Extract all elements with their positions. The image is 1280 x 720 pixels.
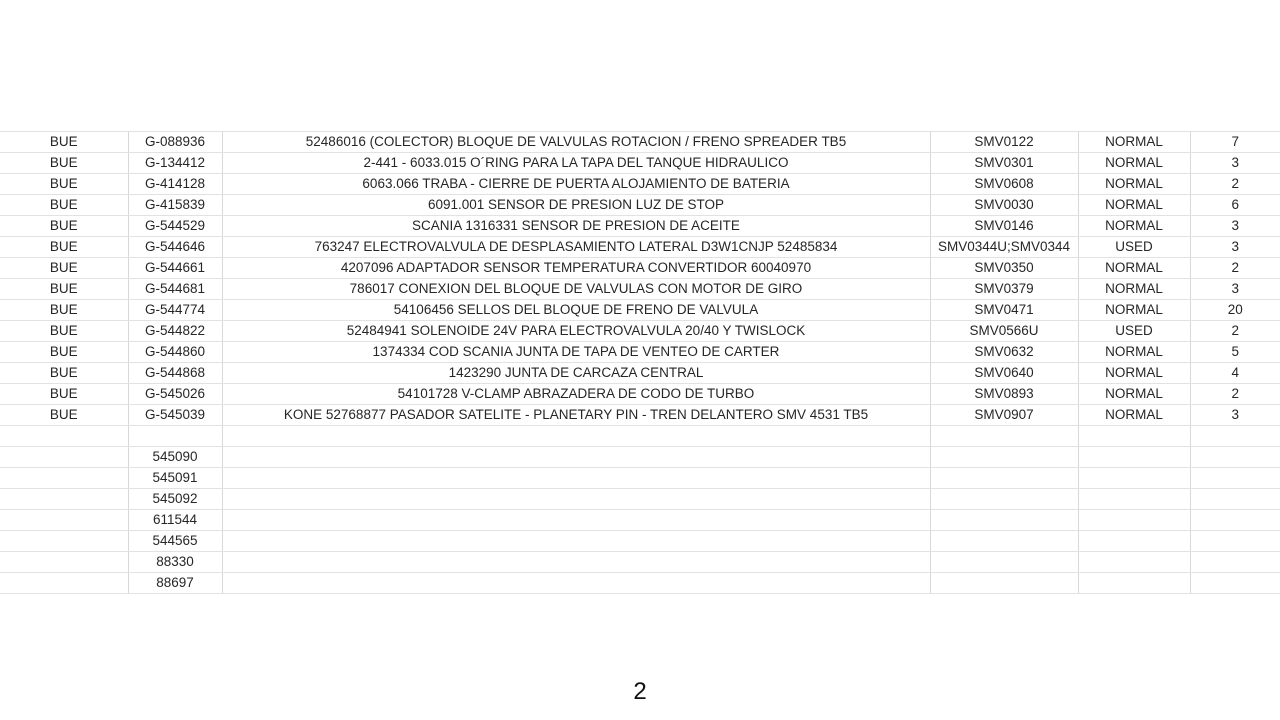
table-row (0, 153, 1280, 174)
smv-code-cell: SMV0350 (930, 258, 1078, 279)
table-row (0, 363, 1280, 384)
table-row (0, 342, 1280, 363)
smv-code-cell (930, 552, 1078, 573)
quantity-cell: 2 (1190, 384, 1280, 405)
location-cell: BUE (0, 384, 128, 405)
quantity-cell (1190, 552, 1280, 573)
code-cell: G-544661 (128, 258, 222, 279)
quantity-cell (1190, 573, 1280, 594)
condition-cell: NORMAL (1078, 363, 1190, 384)
description-cell: 54101728 V-CLAMP ABRAZADERA DE CODO DE TURBO (222, 384, 930, 405)
quantity-cell (1190, 489, 1280, 510)
location-cell (0, 510, 128, 531)
description-cell: 1423290 JUNTA DE CARCAZA CENTRAL (222, 363, 930, 384)
description-cell (222, 552, 930, 573)
quantity-cell: 3 (1190, 279, 1280, 300)
condition-cell: NORMAL (1078, 174, 1190, 195)
code-cell: G-415839 (128, 195, 222, 216)
condition-cell: NORMAL (1078, 300, 1190, 321)
location-cell: BUE (0, 153, 128, 174)
code-cell: 88697 (128, 573, 222, 594)
smv-code-cell: SMV0471 (930, 300, 1078, 321)
quantity-cell: 3 (1190, 216, 1280, 237)
description-cell (222, 531, 930, 552)
code-cell: G-414128 (128, 174, 222, 195)
description-cell: 52484941 SOLENOIDE 24V PARA ELECTROVALVULA 20/40 Y TWISLOCK (222, 321, 930, 342)
description-cell: 4207096 ADAPTADOR SENSOR TEMPERATURA CONVERTIDOR 60040970 (222, 258, 930, 279)
quantity-cell: 5 (1190, 342, 1280, 363)
location-cell (0, 552, 128, 573)
description-cell: SCANIA 1316331 SENSOR DE PRESION DE ACEITE (222, 216, 930, 237)
smv-code-cell: SMV0030 (930, 195, 1078, 216)
description-cell: 6091.001 SENSOR DE PRESION LUZ DE STOP (222, 195, 930, 216)
condition-cell: NORMAL (1078, 279, 1190, 300)
table-row (0, 279, 1280, 300)
quantity-cell: 3 (1190, 153, 1280, 174)
smv-code-cell (930, 573, 1078, 594)
code-cell: 545091 (128, 468, 222, 489)
smv-code-cell: SMV0907 (930, 405, 1078, 426)
parts-table-body (0, 132, 1280, 594)
code-cell: G-544860 (128, 342, 222, 363)
description-cell: 6063.066 TRABA - CIERRE DE PUERTA ALOJAMIENTO DE BATERIA (222, 174, 930, 195)
condition-cell (1078, 468, 1190, 489)
condition-cell (1078, 426, 1190, 447)
location-cell: BUE (0, 342, 128, 363)
quantity-cell (1190, 468, 1280, 489)
smv-code-cell: SMV0566U (930, 321, 1078, 342)
description-cell: 763247 ELECTROVALVULA DE DESPLASAMIENTO LATERAL D3W1CNJP 52485834 (222, 237, 930, 258)
table-row (0, 195, 1280, 216)
smv-code-cell (930, 489, 1078, 510)
condition-cell: USED (1078, 321, 1190, 342)
condition-cell: NORMAL (1078, 216, 1190, 237)
table-row (0, 384, 1280, 405)
table-row (0, 489, 1280, 510)
smv-code-cell: SMV0640 (930, 363, 1078, 384)
smv-code-cell (930, 426, 1078, 447)
smv-code-cell (930, 447, 1078, 468)
smv-code-cell: SMV0379 (930, 279, 1078, 300)
location-cell: BUE (0, 363, 128, 384)
page-number: 2 (633, 678, 647, 705)
quantity-cell (1190, 531, 1280, 552)
quantity-cell: 2 (1190, 321, 1280, 342)
code-cell: G-544529 (128, 216, 222, 237)
smv-code-cell (930, 531, 1078, 552)
condition-cell (1078, 510, 1190, 531)
description-cell: 1374334 COD SCANIA JUNTA DE TAPA DE VENTEO DE CARTER (222, 342, 930, 363)
code-cell: G-088936 (128, 132, 222, 153)
description-cell (222, 447, 930, 468)
condition-cell (1078, 531, 1190, 552)
code-cell: G-544822 (128, 321, 222, 342)
description-cell: 2-441 - 6033.015 O´RING PARA LA TAPA DEL TANQUE HIDRAULICO (222, 153, 930, 174)
table-row (0, 405, 1280, 426)
description-cell (222, 468, 930, 489)
code-cell: 544565 (128, 531, 222, 552)
condition-cell: NORMAL (1078, 405, 1190, 426)
quantity-cell (1190, 510, 1280, 531)
condition-cell: USED (1078, 237, 1190, 258)
location-cell (0, 489, 128, 510)
code-cell: 88330 (128, 552, 222, 573)
location-cell: BUE (0, 216, 128, 237)
description-cell (222, 489, 930, 510)
condition-cell (1078, 552, 1190, 573)
location-cell (0, 426, 128, 447)
code-cell: G-134412 (128, 153, 222, 174)
smv-code-cell: SMV0608 (930, 174, 1078, 195)
description-cell: 52486016 (COLECTOR) BLOQUE DE VALVULAS ROTACION / FRENO SPREADER TB5 (222, 132, 930, 153)
quantity-cell: 20 (1190, 300, 1280, 321)
location-cell: BUE (0, 321, 128, 342)
location-cell: BUE (0, 195, 128, 216)
location-cell: BUE (0, 258, 128, 279)
description-cell (222, 426, 930, 447)
quantity-cell: 3 (1190, 405, 1280, 426)
code-cell: G-544868 (128, 363, 222, 384)
table-row (0, 237, 1280, 258)
quantity-cell: 3 (1190, 237, 1280, 258)
code-cell: G-545039 (128, 405, 222, 426)
quantity-cell: 6 (1190, 195, 1280, 216)
smv-code-cell: SMV0301 (930, 153, 1078, 174)
table-row (0, 174, 1280, 195)
table-row (0, 447, 1280, 468)
location-cell: BUE (0, 300, 128, 321)
description-cell: KONE 52768877 PASADOR SATELITE - PLANETARY PIN - TREN DELANTERO SMV 4531 TB5 (222, 405, 930, 426)
table-row (0, 300, 1280, 321)
condition-cell: NORMAL (1078, 195, 1190, 216)
location-cell (0, 573, 128, 594)
smv-code-cell (930, 510, 1078, 531)
location-cell (0, 531, 128, 552)
quantity-cell: 4 (1190, 363, 1280, 384)
code-cell: 545090 (128, 447, 222, 468)
table-row (0, 216, 1280, 237)
quantity-cell: 7 (1190, 132, 1280, 153)
code-cell: 545092 (128, 489, 222, 510)
smv-code-cell: SMV0344U;SMV0344 (930, 237, 1078, 258)
table-row (0, 258, 1280, 279)
table-row (0, 321, 1280, 342)
code-cell: G-544681 (128, 279, 222, 300)
quantity-cell: 2 (1190, 174, 1280, 195)
smv-code-cell: SMV0632 (930, 342, 1078, 363)
condition-cell (1078, 489, 1190, 510)
location-cell (0, 468, 128, 489)
table-row (0, 132, 1280, 153)
code-cell: G-545026 (128, 384, 222, 405)
quantity-cell (1190, 426, 1280, 447)
quantity-cell (1190, 447, 1280, 468)
table-row (0, 531, 1280, 552)
description-cell (222, 510, 930, 531)
parts-table (0, 131, 1280, 594)
smv-code-cell: SMV0893 (930, 384, 1078, 405)
description-cell (222, 573, 930, 594)
table-row (0, 510, 1280, 531)
condition-cell: NORMAL (1078, 384, 1190, 405)
location-cell (0, 447, 128, 468)
table-row (0, 573, 1280, 594)
code-cell: 611544 (128, 510, 222, 531)
condition-cell: NORMAL (1078, 258, 1190, 279)
quantity-cell: 2 (1190, 258, 1280, 279)
table-row (0, 552, 1280, 573)
code-cell: G-544774 (128, 300, 222, 321)
description-cell: 786017 CONEXION DEL BLOQUE DE VALVULAS CON MOTOR DE GIRO (222, 279, 930, 300)
location-cell: BUE (0, 174, 128, 195)
location-cell: BUE (0, 132, 128, 153)
smv-code-cell: SMV0122 (930, 132, 1078, 153)
location-cell: BUE (0, 405, 128, 426)
condition-cell: NORMAL (1078, 342, 1190, 363)
smv-code-cell: SMV0146 (930, 216, 1078, 237)
code-cell: G-544646 (128, 237, 222, 258)
condition-cell (1078, 573, 1190, 594)
smv-code-cell (930, 468, 1078, 489)
condition-cell (1078, 447, 1190, 468)
table-row (0, 468, 1280, 489)
code-cell (128, 426, 222, 447)
table-row (0, 426, 1280, 447)
description-cell: 54106456 SELLOS DEL BLOQUE DE FRENO DE VALVULA (222, 300, 930, 321)
location-cell: BUE (0, 279, 128, 300)
condition-cell: NORMAL (1078, 153, 1190, 174)
location-cell: BUE (0, 237, 128, 258)
condition-cell: NORMAL (1078, 132, 1190, 153)
